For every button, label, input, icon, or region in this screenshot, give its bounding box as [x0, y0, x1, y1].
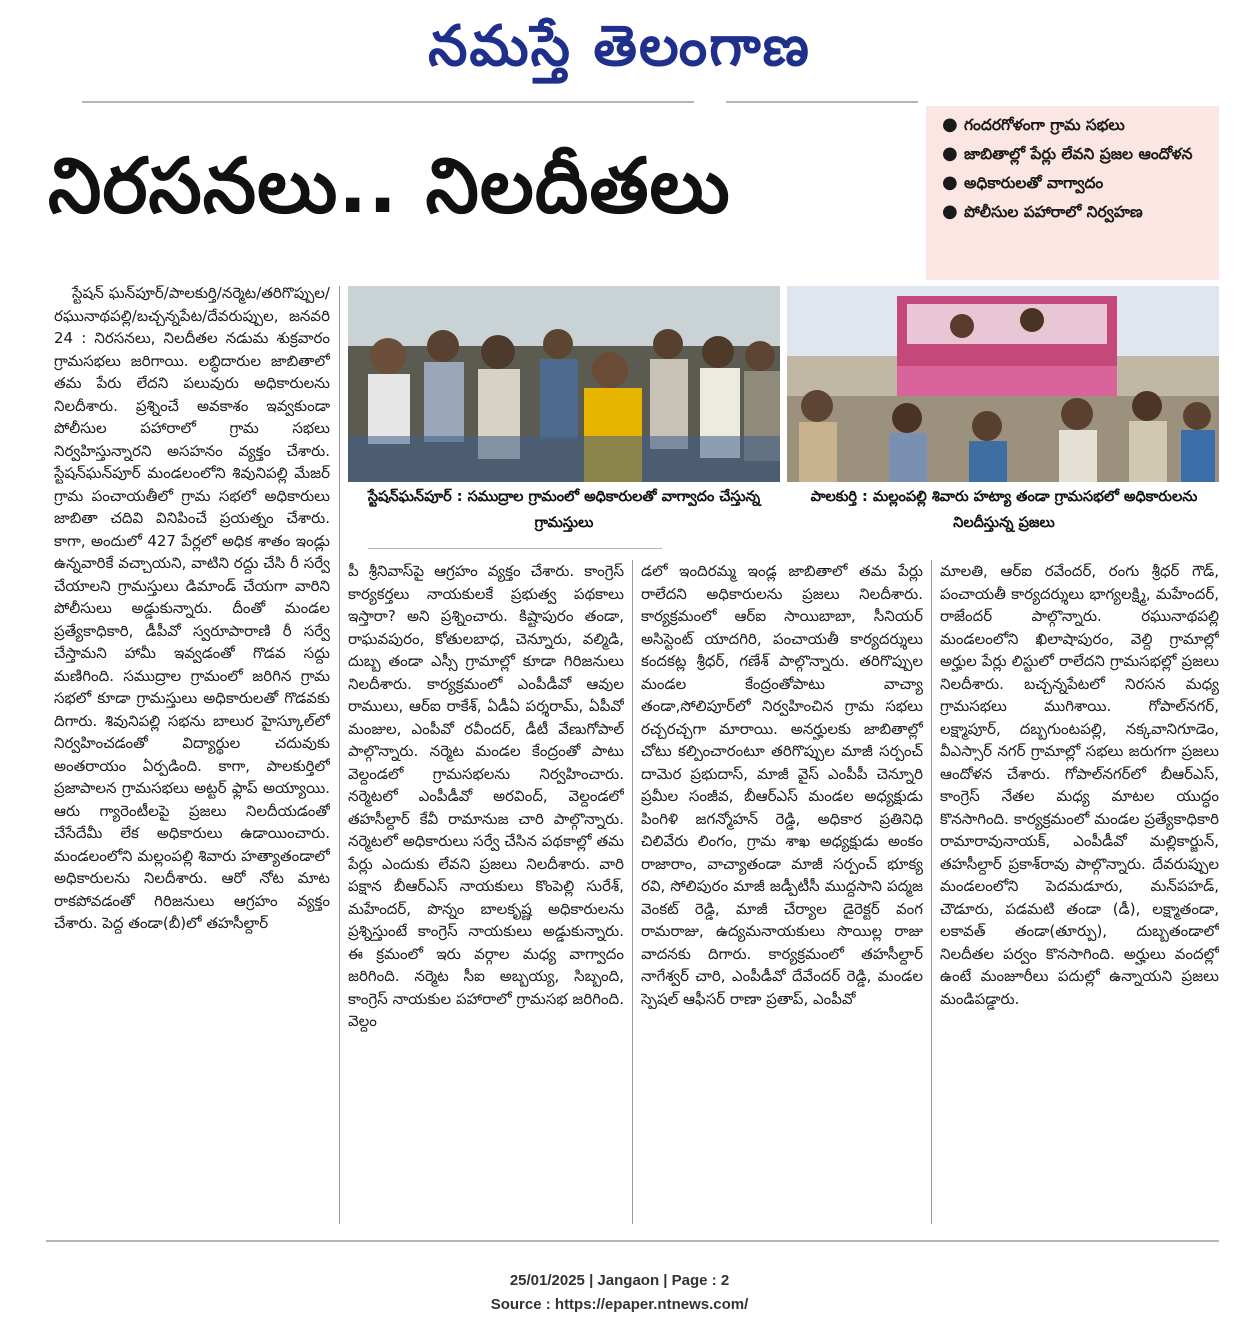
article-column-3	[641, 560, 923, 1224]
footer-source: Source : https://epaper.ntnews.com/	[490, 1296, 749, 1313]
column-divider	[931, 560, 932, 1224]
highlight-item: ● గందరగోళంగా గ్రామ సభలు	[942, 114, 1125, 135]
article-text: మాలతి, ఆర్‌ఐ రవేందర్, రంగు శ్రీధర్ గౌడ్, పంచాయతీ కార్యదర్శులు భాగ్యలక్ష్మి, మహేందర్, రాజేందర్ పాల్గొన్నారు. రఘునాథపల్లి మండలంలోని ఖిలాషాపురం, వెల్ది గ్రామాల్లో అర్హుల పేర్లు లిస్టులో రాలేదని గ్రామసభల్లో ప్రజలు నిలదీశారు. బచ్చన్నపేటలో నిరసన మధ్య గ్రామసభలు ముగిశాయి. గోపాల్‌నగర్, లక్ష్మాపూర్, దబ్బగుంటపల్లి, నక్కవానిగూడెం, వీఎస్సార్ నగర్ గ్రామాల్లో సభలు జరుగగా ప్రజలు ఆందోళన చేశారు. గోపాల్‌నగర్‌లో బీఆర్‌ఎస్, కాంగ్రెస్ నేతల మధ్య మాటల యుద్ధం కొనసాగింది. కార్యక్రమంలో మండల ప్రత్యేకాధికారి రామారావునాయక్, ఎంపీడీవో మల్లికార్జున్, తహసీల్దార్ ప్రకాశ్‌రావు పాల్గొన్నారు. దేవరుప్పుల మండలంలోని పెదమడూరు, మన్‌పహడ్, చౌడూరు, పడమటి తండా (డీ), లక్ష్మాతండా, లకావత్ తండా(తూర్పు), దుబ్బతండాలో నిలదీతల పర్వం కొనసాగింది. అర్హులు వందల్లో ఉంటే మంజూరీలు పదుల్లో ఉన్నాయని ప్రజలు మండిపడ్డారు.	[940, 562, 1219, 1008]
column-divider	[339, 286, 340, 1224]
bullet-icon: ●	[942, 143, 958, 164]
photo-caption-1: స్టేషన్‌ఘన్‌పూర్ : సముద్రాల గ్రామంలో అధికారులతో వాగ్వాదం చేస్తున్న గ్రామస్తులు	[367, 489, 761, 531]
news-photo-1	[348, 286, 780, 482]
highlights-box	[926, 106, 1219, 280]
highlight-item: ● పోలీసుల పహారాలో నిర్వహణ	[942, 201, 1143, 222]
caption-rule	[368, 548, 662, 549]
bottom-rule	[46, 1240, 1219, 1242]
article-text: డలో ఇందిరమ్మ ఇండ్ల జాబితాలో తమ పేర్లు రాలేదని అధికారులను ప్రజలు నిలదీశారు. కార్యక్రమంలో ఆర్‌ఐ సాయిబాబా, సీనియర్ అసిస్టెంట్ యాదగిరి, పంచాయతీ కార్యదర్శులు కందకట్ల శ్రీధర్, గణేశ్ పాల్గొన్నారు. తరిగొప్పుల మండల కేంద్రంతోపాటు వాచ్యా తండా,సోలిపూర్‌లో నిర్వహించిన గ్రామ సభలు రచ్చరచ్చగా మారాయి. అనర్హులకు జాబితాల్లో చోటు కల్పించారంటూ తరిగొప్పుల మాజీ సర్పంచ్ దామెర ప్రభుదాస్, మాజీ వైస్ ఎంపీపీ చెన్నూరి ప్రమీల సంజీవ, బీఆర్‌ఎస్ మండల అధ్యక్షుడు పింగిళి జగన్మోహన్ రెడ్డి, అధికార ప్రతినిధి చిలివేరు లింగం, గ్రామ శాఖ అధ్యక్షుడు అంకం రాజారాం, వాచ్యాతండా మాజీ సర్పంచ్ భూక్య రవి, సోలిపురం మాజీ జడ్పీటీసీ ముద్దసాని పద్మజ వెంకట్ రెడ్డి, మాజీ చేర్యాల డైరెక్టర్ వంగ రామరాజు, ఉద్యమనాయకులు సొయిల్ల రాజు వాదనకు దిగారు. కార్యక్రమంలో తహసీల్దార్ నాగేశ్వర్ చారి, ఎంపీడీవో దేవేందర్ రెడ్డి, మండల స్పెషల్ ఆఫీసర్ రాణా ప్రతాప్, ఎంపీవో	[641, 562, 923, 1008]
bullet-icon: ●	[942, 201, 958, 222]
crowd-photo-icon	[348, 286, 780, 482]
article-column-4	[940, 560, 1219, 1224]
meeting-photo-icon	[787, 286, 1219, 482]
article-text: పీ శ్రీనివాస్‌పై ఆగ్రహం వ్యక్తం చేశారు. కాంగ్రెస్ కార్యకర్తలు నాయకులకే ప్రభుత్వ పథకాలు ఇస్తారా? అని ప్రశ్నించారు. కిష్టాపురం తండా, రాఘవపురం, కోతులబాధ, చెన్నూరు, వల్మిడి, దుబ్బ తండా ఎస్సీ గ్రామాల్లో కూడా గిరిజనులు నిలదీశారు. కార్యక్రమంలో ఎంపీడీవో ఆవుల రాములు, ఆర్‌ఐ రాకేశ్, ఏడీఏ పర్శరామ్, ఏపీవో మంజుల, ఎంపీవో రవీందర్, డీటీ వేణుగోపాల్ పాల్గొన్నారు. నర్మెట మండల కేంద్రంతో పాటు వెల్దండలో గ్రామసభలను నిర్వహించారు. నర్మెటలో ఎంపీడీవో అరవింద్, వెల్దండలో తహసీల్దార్ కేవీ రామానుజ చారి పాల్గొన్నారు. నర్మెటలో అధికారులు సర్వే చేసిన పథకాల్లో తమ పేర్లు ఎందుకు లేవని ప్రజలు నిలదీశారు. వారి పక్షాన బీఆర్‌ఎస్ నాయకులు కొంపెల్లి సురేశ్, మహేందర్, పొన్నం బాలకృష్ణ అధికారులను ప్రశ్నిస్తుంటే కాంగ్రెస్ నాయకులు అడ్డుకున్నారు. ఈ క్రమంలో ఇరు వర్గాల మధ్య వాగ్వాదం జరిగింది. నర్మెట సీఐ అబ్బయ్య, సిబ్బంది, కాంగ్రెస్ నాయకుల పహారాలో గ్రామసభ జరిగింది. వెల్దం	[348, 562, 624, 1030]
highlight-item: ● అధికారులతో వాగ్వాదం	[942, 172, 1104, 193]
article-text: స్టేషన్ ఘన్‌పూర్/పాలకుర్తి/నర్మెట/తరిగొప్పుల/రఘునాథపల్లి/బచ్చన్నపేట/దేవరుప్పుల, జనవరి 24 : నిరసనలు, నిలదీతల నడుమ శుక్రవారం గ్రామసభలు జరిగాయి. లబ్ధిదారుల జాబితాలో తమ పేరు లేదని పలువురు అధికారులను నిలదీశారు. ప్రశ్నించే అవకాశం ఇవ్వకుండా పోలీసుల పహారాలో గ్రామ సభలు నిర్వహిస్తున్నారని అసహనం వ్యక్తం చేశారు. స్టేషన్‌ఘన్‌పూర్ మండలంలోని శివునిపల్లి మేజర్ గ్రామ పంచాయతీలో గ్రామ సభలో అధికారులు జాబితా చదివి వినిపించే ప్రయత్నం చేశారు. కాగా, అందులో 427 పేర్లలో అధిక శాతం ఇండ్లు ఉన్నవారికే వచ్చాయని, వాటిని రద్దు చేసి రీ సర్వే చేయాలని గ్రామస్తులు డిమాండ్ చేయగా వారిని పోలీసులు అడ్డుకున్నారు. దీంతో మండల ప్రత్యేకాధికారి, డీపీవో స్వరూపారాణి రీ సర్వే చేస్తామని హామీ ఇవ్వడంతో గొడవ సద్దు మణిగింది. సముద్రాల గ్రామంలో జరిగిన గ్రామ సభలో కూడా గ్రామస్తులు అధికారులతో గొడవకు దిగారు. శివునిపల్లి సభను బాలుర హైస్కూల్‌లో నిర్వహించడంతో విద్యార్థుల చదువుకు అంతరాయం ఏర్పడింది. కాగా, పాలకుర్తిలో ప్రజాపాలన గ్రామసభలు అట్టర్ ఫ్లాప్ అయ్యాయి. ఆరు గ్యారెంటీలపై ప్రజలు నిలదీయడంతో చేసేదేమీ లేక అధికారులు ఉడాయించారు. మండలంలోని మల్లంపల్లి శివారు హత్యాతండాలో అధికారులను నిలదీశారు. ఆరో నోట మాట రాకపోవడంతో గిరిజనులు ఆగ్రహం వ్యక్తం చేశారు. పెద్ద తండా(బీ)లో తహసీల్దార్	[54, 284, 330, 932]
header-rule	[82, 101, 694, 103]
photo-caption-2: పాలకుర్తి : మల్లంపల్లి శివారు హట్యా తండా గ్రామసభలో అధికారులను నిలదీస్తున్న ప్రజలు	[810, 489, 1198, 531]
masthead-logo: నమస్తే తెలంగాణ	[428, 13, 811, 79]
headline: నిరసనలు.. నిలదీతలు	[48, 141, 731, 230]
news-photo-2	[787, 286, 1219, 482]
bullet-icon: ●	[942, 114, 958, 135]
footer-date-page: 25/01/2025 | Jangaon | Page : 2	[509, 1272, 730, 1289]
article-column-1	[54, 282, 330, 1224]
header-rule-right	[726, 101, 918, 103]
column-divider	[632, 560, 633, 1224]
highlight-item: ● జాబితాల్లో పేర్లు లేవని ప్రజల ఆందోళన	[942, 143, 1193, 164]
bullet-icon: ●	[942, 172, 958, 193]
article-column-2	[348, 560, 624, 1224]
